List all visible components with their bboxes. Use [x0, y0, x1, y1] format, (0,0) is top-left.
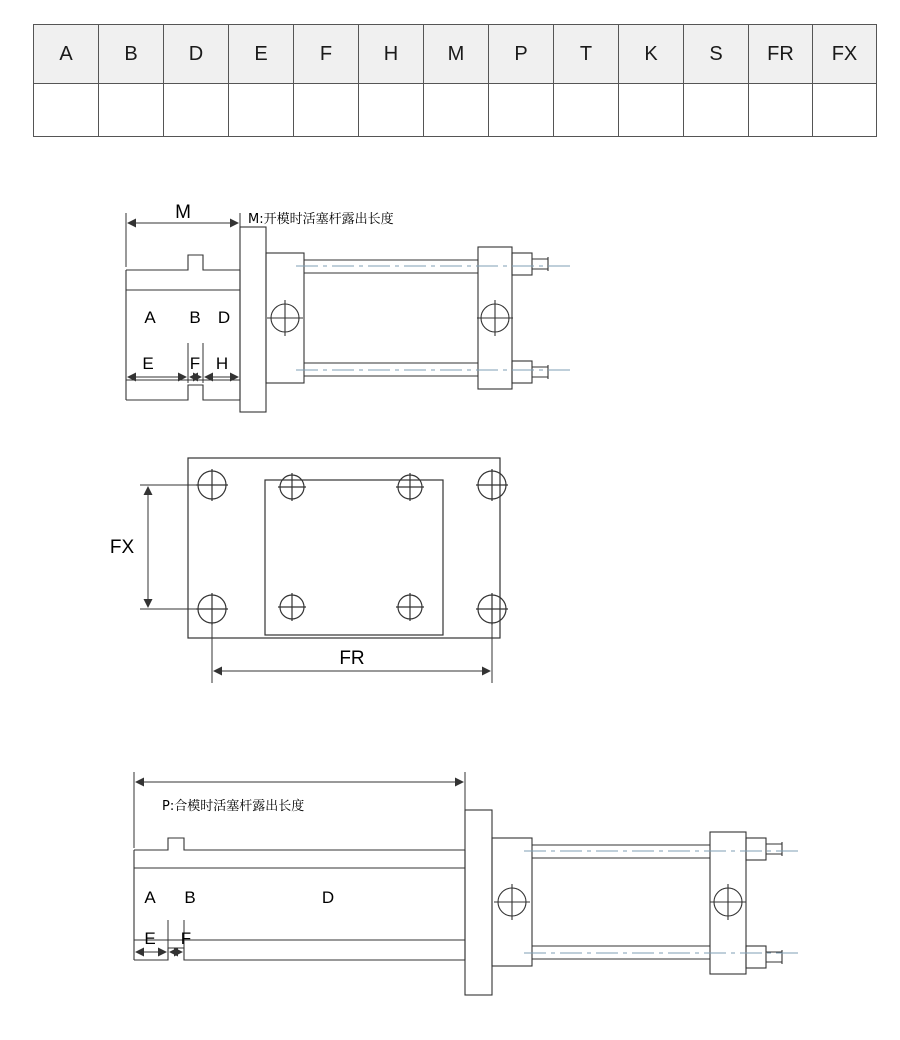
table-header-cell: K [619, 25, 684, 84]
label-b: B [189, 308, 201, 327]
note-mold-open: M:开模时活塞杆露出长度 [248, 212, 394, 227]
table-header-cell: H [359, 25, 424, 84]
label-h: H [215, 354, 229, 373]
label-f: F [180, 929, 192, 948]
table-header-cell: E [229, 25, 294, 84]
flange-plate-drawing [100, 440, 560, 710]
table-cell[interactable] [424, 84, 489, 137]
label-fx: FX [109, 537, 135, 558]
table-cell[interactable] [99, 84, 164, 137]
table-cell[interactable] [294, 84, 359, 137]
table-cell[interactable] [229, 84, 294, 137]
table-row [34, 84, 877, 137]
label-d: D [321, 888, 335, 907]
table-header-cell: B [99, 25, 164, 84]
figure-mold-open [100, 195, 600, 425]
label-m: M [175, 202, 191, 223]
table-header-cell: M [424, 25, 489, 84]
table-cell[interactable] [749, 84, 813, 137]
mold-closed-drawing [100, 760, 800, 1010]
label-a: A [144, 308, 156, 327]
table-header-cell: A [34, 25, 99, 84]
table-cell[interactable] [619, 84, 684, 137]
table-header-cell: P [489, 25, 554, 84]
label-b: B [184, 888, 196, 907]
label-fr: FR [339, 648, 365, 669]
table-header-cell: F [294, 25, 359, 84]
note-mold-closed: P:合模时活塞杆露出长度 [162, 799, 305, 814]
label-e: E [142, 354, 154, 373]
table-cell[interactable] [554, 84, 619, 137]
table-header-cell: D [164, 25, 229, 84]
label-d: D [217, 308, 231, 327]
table-cell[interactable] [359, 84, 424, 137]
figure-flange-plate [100, 440, 560, 710]
table-header-cell: S [684, 25, 749, 84]
table-header-row [34, 25, 877, 84]
label-e: E [144, 929, 156, 948]
label-a: A [144, 888, 156, 907]
table-cell[interactable] [34, 84, 99, 137]
table-cell[interactable] [489, 84, 554, 137]
table-cell[interactable] [684, 84, 749, 137]
table-header-cell: FR [749, 25, 813, 84]
dimension-table [33, 24, 877, 137]
table-header-cell: T [554, 25, 619, 84]
mold-open-drawing [100, 195, 600, 425]
figure-mold-closed [100, 760, 800, 1010]
table-cell[interactable] [813, 84, 877, 137]
label-f: F [189, 354, 201, 373]
table-cell[interactable] [164, 84, 229, 137]
table-header-cell: FX [813, 25, 877, 84]
